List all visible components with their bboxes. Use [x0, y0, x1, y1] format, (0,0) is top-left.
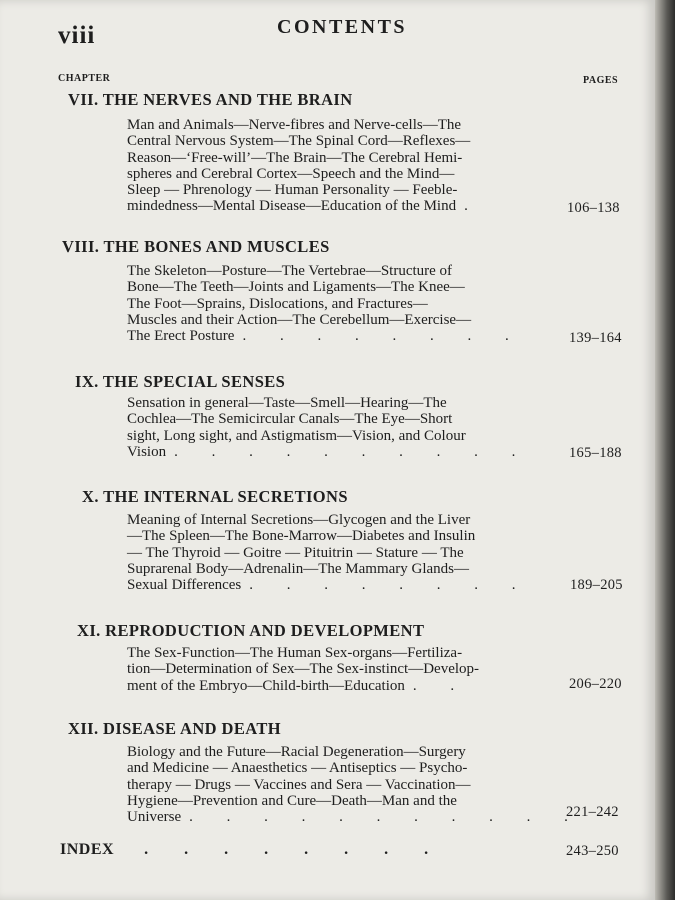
description-line: The Skeleton—Posture—The Vertebrae—Structure of: [127, 263, 453, 279]
description-line: ment of the Embryo—Child-birth—Education: [127, 677, 405, 694]
page-number: viii: [58, 22, 96, 49]
dot-leader: .: [464, 198, 483, 215]
description-line: tion—Determination of Sex—The Sex-instinct—Develop-: [127, 661, 480, 678]
description-line: Bone—The Teeth—Joints and Ligaments—The Knee—: [127, 279, 465, 296]
chapter-column-header: CHAPTER: [58, 73, 111, 84]
description-line: Vision: [127, 443, 167, 460]
description-line: Man and Animals—Nerve-fibres and Nerve-cells—The: [127, 117, 462, 133]
page-range-x: 189–205: [570, 577, 623, 593]
description-line: —The Spleen—The Bone-Marrow—Diabetes and Insulin: [127, 528, 476, 545]
chapter-title-x: X. THE INTERNAL SECRETIONS: [82, 487, 348, 506]
description-line: mindedness—Mental Disease—Education of the Mind: [127, 198, 457, 215]
dot-leader: . . . . . . . .: [249, 577, 531, 594]
chapter-description-viii: [127, 263, 557, 344]
chapter-title-viii: VIII. THE BONES AND MUSCLES: [62, 237, 330, 256]
chapter-title-vii: VII. THE NERVES AND THE BRAIN: [68, 90, 353, 109]
index-entry: [60, 841, 515, 859]
chapter-title-xii: XII. DISEASE AND DEATH: [68, 719, 281, 738]
page-title: CONTENTS: [277, 16, 408, 38]
page-range-index: 243–250: [566, 843, 619, 859]
description-line: Universe: [127, 809, 182, 826]
dot-leader: . . . . . . . .: [242, 328, 524, 345]
description-line: Suprarenal Body—Adrenalin—The Mammary Glands—: [127, 560, 470, 577]
description-line: Sexual Differences: [127, 577, 242, 594]
pages-column-header: PAGES: [583, 75, 619, 86]
chapter-title-ix: IX. THE SPECIAL SENSES: [75, 372, 286, 391]
chapter-description-vii: [127, 117, 623, 215]
page-range-xi: 206–220: [569, 676, 622, 692]
description-line: Sensation in general—Taste—Smell—Hearing—The: [127, 395, 447, 411]
description-line: Meaning of Internal Secretions—Glycogen and the Liver: [127, 512, 471, 528]
description-line: — The Thyroid — Goitre — Pituitrin — Stature — The: [127, 544, 464, 561]
description-line: Hygiene—Prevention and Cure—Death—Man and the: [127, 792, 457, 809]
dot-leader: . . . . . . . .: [144, 841, 445, 858]
dot-leader: . . . . . . . . . .: [174, 443, 531, 460]
chapter-description-x: [127, 512, 557, 593]
dot-leader: . . . . . . . . . . .: [189, 809, 583, 826]
chapter-description-xii: [127, 744, 583, 826]
dot-leader: . .: [412, 677, 470, 694]
index-label: INDEX: [60, 841, 115, 858]
page-range-ix: 165–188: [569, 445, 622, 461]
page-range-viii: 139–164: [569, 330, 622, 346]
page-range-xii: 221–242: [566, 804, 619, 820]
description-line: The Foot—Sprains, Dislocations, and Fractures—: [127, 295, 428, 312]
description-line: Reason—‘Free-will’—The Brain—The Cerebral Hemi-: [127, 149, 463, 166]
description-line: and Medicine — Anaesthetics — Antiseptics — Psycho-: [127, 760, 468, 777]
description-line: Cochlea—The Semicircular Canals—The Eye—Short: [127, 411, 453, 428]
description-line: Central Nervous System—The Spinal Cord—Reflexes—: [127, 133, 471, 150]
description-line: therapy — Drugs — Vaccines and Sera — Vaccination—: [127, 776, 471, 793]
chapter-description-xi: [127, 645, 557, 694]
chapter-description-ix: [127, 395, 557, 460]
description-line: Biology and the Future—Racial Degeneration—Surgery: [127, 744, 466, 760]
description-line: Muscles and their Action—The Cerebellum—Exercise—: [127, 311, 472, 328]
description-line: spheres and Cerebral Cortex—Speech and the Mind—: [127, 165, 455, 182]
description-line: sight, Long sight, and Astigmatism—Vision, and Colour: [127, 427, 466, 444]
chapter-title-xi: XI. REPRODUCTION AND DEVELOPMENT: [77, 621, 425, 640]
page-range-vii: 106–138: [567, 200, 620, 216]
description-line: The Erect Posture: [127, 328, 235, 345]
description-line: The Sex-Function—The Human Sex-organs—Fertiliza-: [127, 645, 463, 661]
page-edge-shadow: [655, 0, 675, 900]
description-line: Sleep — Phrenology — Human Personality — Feeble-: [127, 182, 458, 199]
